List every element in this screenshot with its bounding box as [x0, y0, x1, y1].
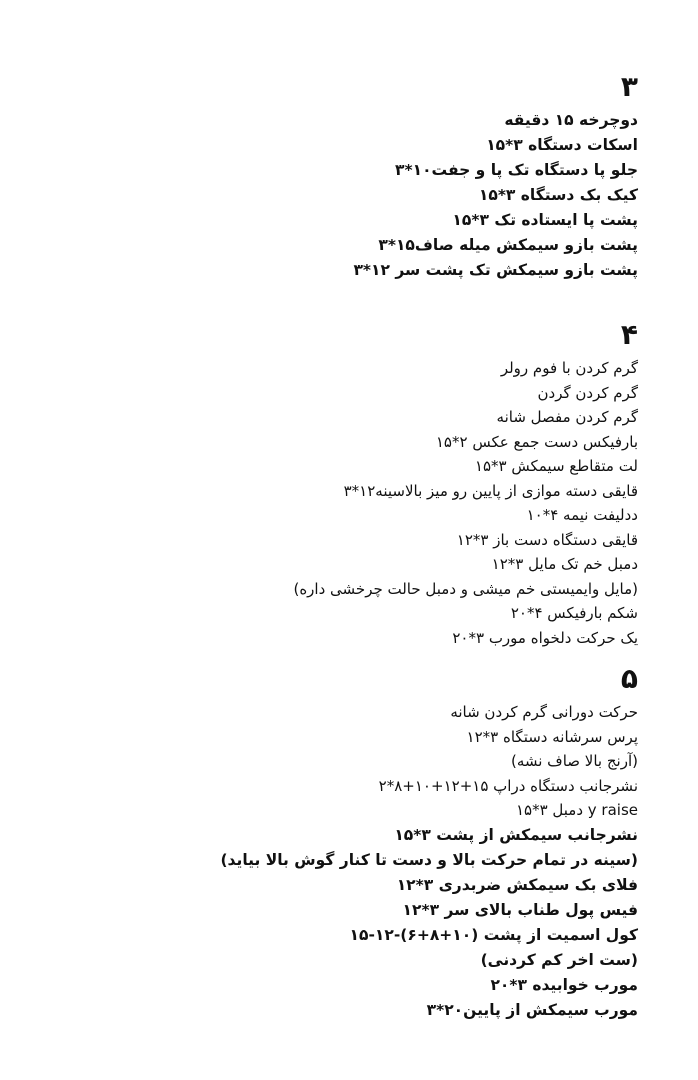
section-5: [220, 664, 638, 1023]
exercise-line: کول اسمیت از پشت (۱۰+۸+۶)-۱۲-۱۵: [349, 925, 638, 944]
exercise-line: نشرجانب سیمکش از پشت ۳*۱۵: [394, 825, 638, 844]
exercise-line: مورب سیمکش از پایین۲۰*۳: [426, 1000, 638, 1019]
exercise-line: نشرجانب دستگاه دراپ ۱۵+۱۲+۱۰+۸*۲: [378, 776, 638, 795]
exercise-line: قایقی دسته موازی از پایین رو میز بالاسینه۱۲*۳: [343, 481, 638, 500]
exercise-note: (ست اخر کم کردنی): [480, 950, 638, 969]
section-number: ۵: [620, 662, 638, 695]
exercise-line: y raise دمبل ۳*۱۵: [515, 801, 638, 819]
section-3: [353, 72, 638, 283]
exercise-line: پشت بازو سیمکش میله صاف۱۵*۳: [378, 236, 638, 254]
exercise-line: دوچرخه ۱۵ دقیقه: [504, 111, 638, 129]
exercise-line: گرم کردن مفصل شانه: [496, 408, 638, 426]
exercise-line: پرس سرشانه دستگاه ۳*۱۲: [466, 727, 638, 746]
exercise-note: (سینه در تمام حرکت بالا و دست تا کنار گوش بالا بیاید): [220, 850, 638, 869]
exercise-line: اسکات دستگاه ۳*۱۵: [486, 136, 638, 154]
exercise-line: ددلیفت نیمه ۴*۱۰: [526, 506, 638, 524]
exercise-line: حرکت دورانی گرم کردن شانه: [450, 703, 638, 721]
exercise-line: دمبل خم تک مایل ۳*۱۲: [491, 555, 638, 573]
exercise-line: قایقی دستگاه دست باز ۳*۱۲: [456, 530, 638, 549]
exercise-line: گرم کردن گردن: [537, 383, 638, 402]
section-number: ۴: [620, 318, 638, 351]
exercise-line: فیس پول طناب بالای سر ۳*۱۲: [402, 900, 638, 919]
exercise-line: پشت پا ایستاده تک ۳*۱۵: [452, 211, 638, 229]
exercise-line: گرم کردن با فوم رولر: [500, 359, 638, 377]
exercise-line: شکم بارفیکس ۴*۲۰: [510, 604, 638, 622]
section-4: [293, 320, 638, 650]
exercise-line: لت متقاطع سیمکش ۳*۱۵: [474, 457, 638, 475]
exercise-line: بارفیکس دست جمع عکس ۲*۱۵: [435, 432, 638, 451]
exercise-note: (آرنج بالا صاف نشه): [510, 752, 638, 770]
exercise-line: فلای بک سیمکش ضربدری ۳*۱۲: [396, 875, 638, 894]
exercise-line: جلو پا دستگاه تک پا و جفت۱۰*۳: [395, 161, 638, 179]
exercise-line: مورب خوابیده ۳*۲۰: [490, 975, 638, 994]
exercise-line: یک حرکت دلخواه مورب ۳*۲۰: [452, 628, 638, 647]
exercise-line: پشت بازو سیمکش تک پشت سر ۱۲*۳: [353, 261, 638, 279]
exercise-note: (مایل وایمیستی خم میشی و دمبل حالت چرخشی داره): [293, 579, 638, 598]
section-number: ۳: [620, 70, 638, 103]
exercise-line: کیک بک دستگاه ۳*۱۵: [478, 186, 638, 204]
